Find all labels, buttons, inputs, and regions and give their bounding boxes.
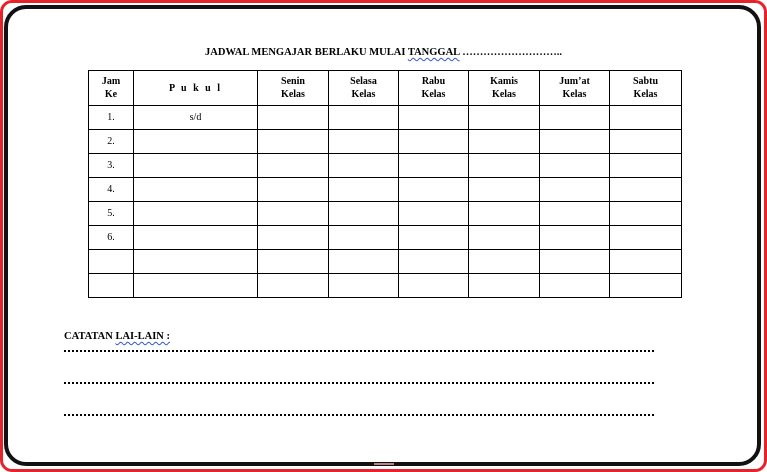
page-title [0,47,767,58]
page-number-mark [374,463,394,469]
table-cell [258,202,329,226]
table-cell [610,106,682,130]
notes-line-3 [64,414,654,416]
table-cell [610,226,682,250]
table-cell [540,202,610,226]
table-row [89,178,682,202]
table-cell [540,226,610,250]
table-cell [469,154,540,178]
table-cell [258,250,329,274]
table-cell [258,274,329,298]
title-underlined: TANGGAL [407,47,460,58]
table-cell [329,130,399,154]
schedule-table [88,70,682,298]
table-cell [399,130,469,154]
table-cell [258,106,329,130]
table-cell [399,250,469,274]
table-cell [610,130,682,154]
notes-label: CATATAN [64,331,116,342]
table-row [89,154,682,178]
table-cell [258,154,329,178]
header-senin: Senin Kelas [258,71,329,106]
table-cell [469,202,540,226]
table-cell [610,250,682,274]
table-cell [610,178,682,202]
table-cell [134,154,258,178]
table-cell: 3. [89,154,134,178]
table-cell [258,226,329,250]
table-cell [399,106,469,130]
header-jumat: Jum’at Kelas [540,71,610,106]
table-cell [134,250,258,274]
table-cell [399,178,469,202]
table-cell [134,226,258,250]
table-cell [258,178,329,202]
table-cell [469,130,540,154]
table-cell [540,178,610,202]
header-selasa: Selasa Kelas [329,71,399,106]
table-cell [610,202,682,226]
notes-line-1 [64,350,654,352]
table-cell [469,106,540,130]
table-cell [399,274,469,298]
table-cell [329,106,399,130]
header-pukul: P u k u l [134,71,258,106]
header-kamis: Kamis Kelas [469,71,540,106]
notes-heading [64,331,170,342]
table-cell [610,154,682,178]
table-cell [89,250,134,274]
table-cell [134,274,258,298]
header-sabtu: Sabtu Kelas [610,71,682,106]
table-cell [329,154,399,178]
table-row [89,226,682,250]
table-cell [469,226,540,250]
table-cell [399,154,469,178]
table-cell [258,130,329,154]
table-cell: 5. [89,202,134,226]
table-row [89,250,682,274]
table-cell: 2. [89,130,134,154]
table-cell [540,274,610,298]
header-rabu: Rabu Kelas [399,71,469,106]
table-cell [134,130,258,154]
title-dots: ……………………….. [459,47,562,58]
table-cell [469,274,540,298]
table-cell [469,178,540,202]
table-cell [134,178,258,202]
table-cell: 6. [89,226,134,250]
table-cell [89,274,134,298]
table-row [89,106,682,130]
table-cell [540,130,610,154]
table-cell: s/d [134,106,258,130]
title-main: JADWAL MENGAJAR BERLAKU MULAI [205,47,408,58]
table-cell [540,154,610,178]
table-cell [610,274,682,298]
table-cell [329,202,399,226]
table-cell [399,202,469,226]
table-cell [399,226,469,250]
table-row [89,202,682,226]
table-cell [329,226,399,250]
table-cell [540,106,610,130]
table-cell [329,178,399,202]
table-row [89,274,682,298]
table-cell: 4. [89,178,134,202]
table-cell [329,250,399,274]
notes-label-underlined: LAI-LAIN : [115,331,170,342]
header-row [89,71,682,106]
table-cell: 1. [89,106,134,130]
table-cell [469,250,540,274]
notes-line-2 [64,382,654,384]
header-jam-ke: Jam Ke [89,71,134,106]
table-row [89,130,682,154]
table-cell [329,274,399,298]
table-cell [540,250,610,274]
table-cell [134,202,258,226]
